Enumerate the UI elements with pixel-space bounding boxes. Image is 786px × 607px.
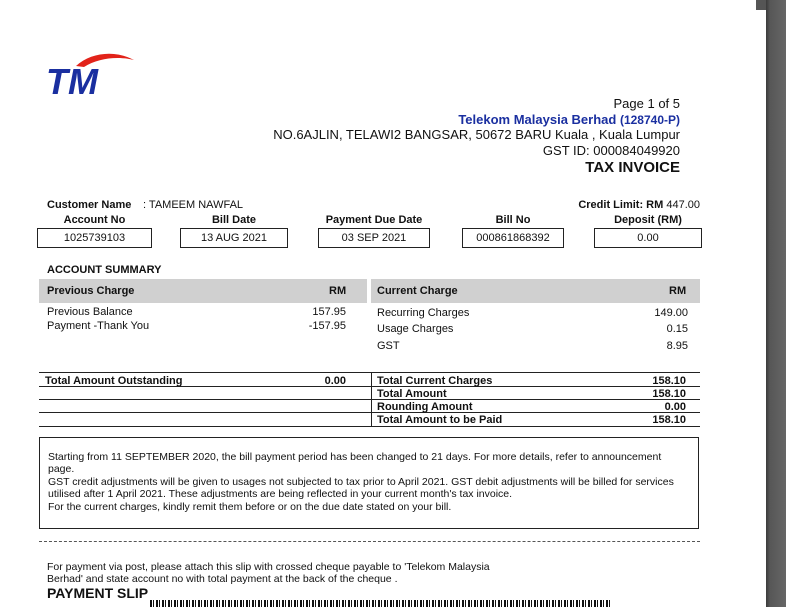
page-number: Page 1 of 5 <box>613 96 680 111</box>
deposit-label: Deposit (RM) <box>614 214 682 226</box>
tm-logo <box>46 50 138 98</box>
total-current-charges-value: 158.10 <box>652 375 686 387</box>
totals-top-rule <box>39 372 700 373</box>
usage-charges-value: 0.15 <box>666 323 688 335</box>
credit-limit-label: Credit Limit: RM <box>578 199 664 211</box>
bill-no-value: 000861868392 <box>462 228 564 248</box>
deposit-value: 0.00 <box>594 228 702 248</box>
total-amount-value: 158.10 <box>652 388 686 400</box>
company-reg: (128740-P) <box>619 113 680 127</box>
company-address: NO.6AJLIN, TELAWI2 BANGSAR, 50672 BARU Kuala , Kuala Lumpur <box>273 127 680 142</box>
recurring-charges-label: Recurring Charges <box>377 307 470 319</box>
notice-line: GST credit adjustments will be given to usages not subjected to tax prior to April 2021. GST debit adjustments will be billed for services utilised after 1 April 2021. These adjustments are being reflected in your current month's tax invoice. <box>48 475 674 501</box>
payment-value: -157.95 <box>308 320 346 332</box>
gst-id: GST ID: 000084049920 <box>542 143 680 158</box>
totals-bottom-rule <box>39 426 700 427</box>
total-outstanding-value: 0.00 <box>324 375 346 387</box>
total-outstanding-label: Total Amount Outstanding <box>45 375 183 387</box>
svg-text:TM: TM <box>46 61 98 98</box>
total-amount-label: Total Amount <box>377 388 447 400</box>
company-name-text: Telekom Malaysia Berhad <box>458 112 617 127</box>
rounding-amount-value: 0.00 <box>664 401 686 413</box>
usage-charges-label: Usage Charges <box>377 323 454 335</box>
gst-label: GST <box>377 340 400 352</box>
company-name <box>458 112 680 127</box>
notice-box <box>39 437 699 529</box>
viewer-background <box>766 0 786 607</box>
previous-balance-value: 157.95 <box>312 306 346 318</box>
totals-divider <box>371 372 372 426</box>
rounding-amount-label: Rounding Amount <box>377 401 473 413</box>
page-corner <box>756 0 766 10</box>
payment-post-note: For payment via post, please attach this slip with crossed cheque payable to 'Telekom Malaysia Berhad' and state account no with total payment at the back of the cheque . <box>47 561 490 586</box>
payment-slip-title: PAYMENT SLIP <box>47 585 149 601</box>
total-current-charges-label: Total Current Charges <box>377 375 493 387</box>
notice-line: Starting from 11 SEPTEMBER 2020, the bill payment period has been changed to 21 days. For more details, refer to announcement page. <box>48 451 662 476</box>
total-to-pay-value: 158.10 <box>652 414 686 426</box>
totals-rule-2 <box>39 399 700 400</box>
current-charge-header: Current Charge <box>377 285 458 297</box>
previous-balance-label: Previous Balance <box>47 306 133 318</box>
credit-limit-value: 447.00 <box>666 199 700 211</box>
previous-rm-header: RM <box>329 285 347 297</box>
customer-name-label: Customer Name <box>47 199 132 211</box>
account-no-value: 1025739103 <box>37 228 152 248</box>
bill-date-value: 13 AUG 2021 <box>180 228 288 248</box>
previous-charge-header: Previous Charge <box>47 285 135 297</box>
bill-no-label: Bill No <box>495 214 531 226</box>
payment-label: Payment -Thank You <box>47 320 150 332</box>
recurring-charges-value: 149.00 <box>654 307 688 319</box>
due-date-value: 03 SEP 2021 <box>318 228 430 248</box>
current-rm-header: RM <box>669 285 687 297</box>
notice-line: For the current charges, kindly remit them before or on the due date stated on your bill. <box>48 500 452 513</box>
credit-limit <box>578 199 700 211</box>
totals-rule-3 <box>39 412 700 413</box>
total-to-pay-label: Total Amount to be Paid <box>377 414 503 426</box>
account-summary-title: ACCOUNT SUMMARY <box>47 264 162 276</box>
cut-line <box>39 541 700 542</box>
barcode <box>150 600 610 607</box>
gst-value: 8.95 <box>666 340 688 352</box>
due-date-label: Payment Due Date <box>325 214 423 226</box>
account-no-label: Account No <box>63 214 126 226</box>
document-title: TAX INVOICE <box>585 159 680 176</box>
bill-date-label: Bill Date <box>211 214 256 226</box>
customer-name-value: : TAMEEM NAWFAL <box>143 199 244 211</box>
